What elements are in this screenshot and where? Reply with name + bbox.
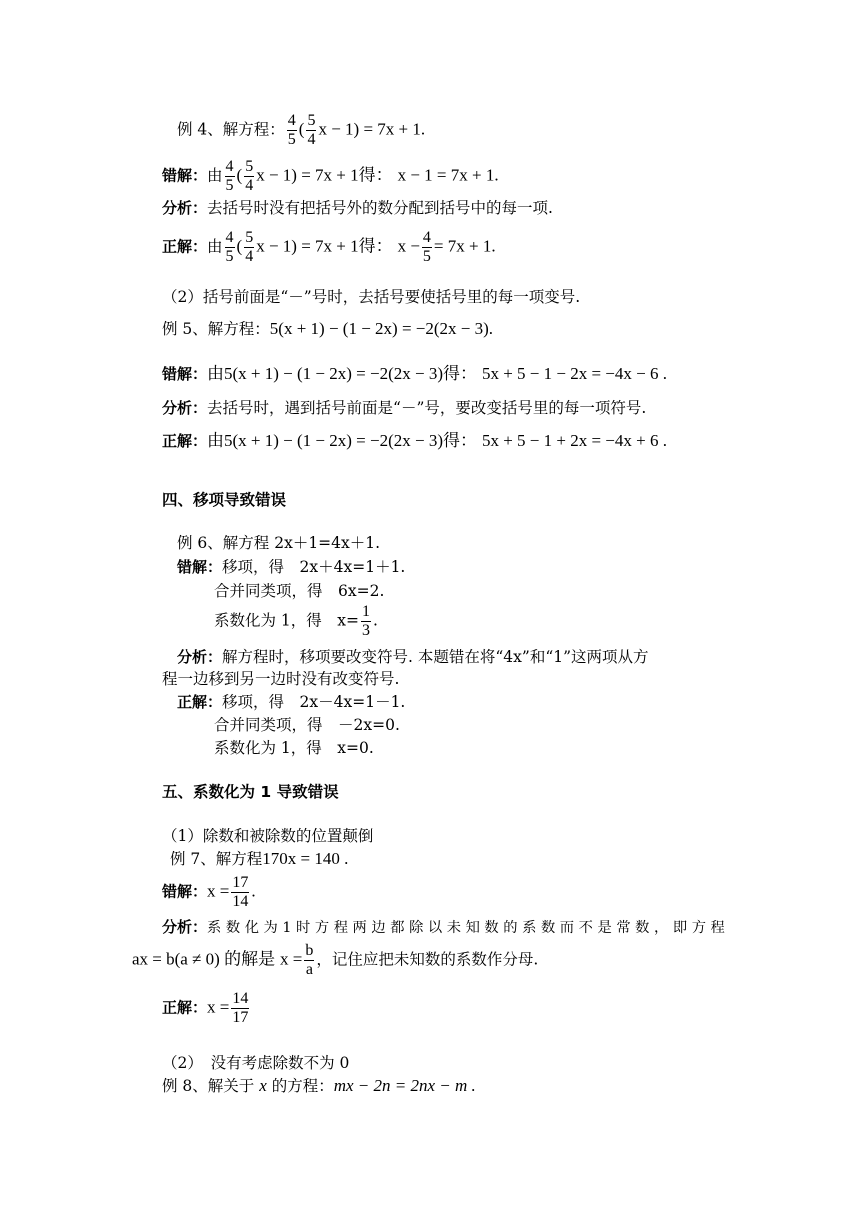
equation: x − 1 = 7x + 1. [397,165,499,185]
subsection-heading: （1）除数和被除数的位置颠倒 [162,827,374,845]
example-7-correct-solution: 正解：x = $\frac{14}{17}$ [162,990,249,1026]
section-heading: 五、系数化为 1 导致错误 [162,783,339,801]
fraction: $\frac{5}{4}$ [245,229,254,265]
example-5-wrong-solution: 错解：由5(x + 1) − (1 − 2x) = −2(2x − 3)得： 5x + 5 − 1 − 2x = −4x − 6 . [162,364,667,383]
section-heading: 四、移项导致错误 [162,491,287,509]
subsection-heading: （2）括号前面是“－”号时，去括号要使括号里的每一项变号. [162,288,581,306]
example-8-problem: 例 8、解关于 x 的方程：mx − 2n = 2nx − m . [162,1076,476,1095]
fraction: $\frac{5}{4}$ [307,112,316,148]
correct-label: 正解： [177,693,223,711]
example-7-analysis-line-1 [162,917,725,938]
example-7-problem [170,849,348,869]
fraction: $\frac{5}{4}$ [245,158,254,194]
analysis-text: 系 数 化 为 1 时 方 程 两 边 都 除 以 未 知 数 的 系 数 而 不 是 常 数 ， 即 方 程 [207,920,725,936]
example-4-correct-solution: 正解：由 $\frac{4}{5}$ ( $\frac{5}{4}$ x − 1) = 7x + 1得： x − $\frac{4}{5}$ = 7x + 1. [162,229,496,265]
example-6-wrong-step-2: 合并同类项，得 6x=2. [214,582,385,600]
equation: x − 1) = 7x + 1. [318,119,426,139]
equation: 170x = 140 . [262,849,349,868]
correct-label: 正解： [162,237,208,256]
wrong-label: 错解： [162,882,208,901]
correct-label: 正解： [162,998,208,1017]
example-6-wrong-step-3: 系数化为 1，得 x= $\frac{1}{3}$ . [214,603,378,639]
example-5-problem [162,319,493,339]
wrong-label: 错解： [177,558,223,576]
example-title: 例 7、解方程 [170,850,263,868]
correct-label: 正解： [162,432,208,450]
analysis-label: 分析： [162,918,208,936]
analysis-label: 分析： [162,399,208,417]
fraction: $\frac{14}{17}$ [232,990,249,1026]
example-7-wrong-solution: 错解：x = $\frac{17}{14}$ . [162,874,256,910]
analysis-text: 去括号时，遇到括号前面是“－”号，要改变括号里的每一项符号. [207,399,647,417]
analysis-text: 去括号时没有把括号外的数分配到括号中的每一项. [207,199,553,217]
example-title: 例 5、解方程： [162,320,270,338]
example-6-wrong-step-1: 错解：移项，得 2x＋4x=1＋1. [177,558,406,576]
subsection-heading: （2） 没有考虑除数不为 0 [162,1054,350,1072]
example-title: 例 8、解关于 [162,1077,255,1095]
analysis-label: 分析： [177,648,223,666]
fraction: $\frac{17}{14}$ [232,874,249,910]
fraction: $\frac{4}{5}$ [287,112,296,148]
wrong-label: 错解： [162,365,208,383]
fraction: $\frac{1}{3}$ [362,603,371,639]
example-6-problem: 例 6、解方程 2x＋1=4x＋1. [177,534,381,552]
equation: 5x + 5 − 1 − 2x = −4x − 6 . [481,364,667,383]
fraction: $\frac{4}{5}$ [422,229,431,265]
equation: 5(x + 1) − (1 − 2x) = −2(2x − 3). [269,319,494,338]
example-6-correct-step-2: 合并同类项，得 －2x=0. [214,716,400,734]
equation: 5x + 5 − 1 + 2x = −4x + 6 . [481,431,667,450]
example-6-correct-step-1: 正解：移项，得 2x－4x=1－1. [177,693,406,711]
example-6-analysis-line-2: 程一边移到另一边时没有改变符号. [162,670,400,688]
example-6-analysis-line-1 [177,647,649,667]
example-title: 例 4、解方程： [177,120,285,139]
analysis-label: 分析： [162,199,208,217]
equation: mx − 2n = 2nx − m . [333,1076,476,1095]
example-5-analysis [162,398,646,418]
example-6-correct-step-3: 系数化为 1，得 x=0. [214,739,374,757]
fraction: $\frac{b}{a}$ [305,942,314,978]
analysis-text: 解方程时，移项要改变符号. 本题错在将“4x”和“1”这两项从方 [222,648,649,666]
wrong-label: 错解： [162,166,208,185]
example-4-problem: 例 4、解方程： $\frac{4}{5}$ ( $\frac{5}{4}$ x − 1) = 7x + 1. [177,112,426,148]
example-5-correct-solution: 正解：由5(x + 1) − (1 − 2x) = −2(2x − 3)得： 5x + 5 − 1 + 2x = −4x + 6 . [162,431,667,450]
fraction: $\frac{4}{5}$ [225,158,234,194]
fraction: $\frac{4}{5}$ [225,229,234,265]
example-4-analysis [162,198,553,218]
example-7-analysis-line-2: ax = b(a ≠ 0) 的解是 x = $\frac{b}{a}$ ，记住应把未知数的系数作分母. [132,942,539,978]
example-4-wrong-solution: 错解：由 $\frac{4}{5}$ ( $\frac{5}{4}$ x − 1) = 7x + 1得： x − 1 = 7x + 1. [162,158,499,194]
